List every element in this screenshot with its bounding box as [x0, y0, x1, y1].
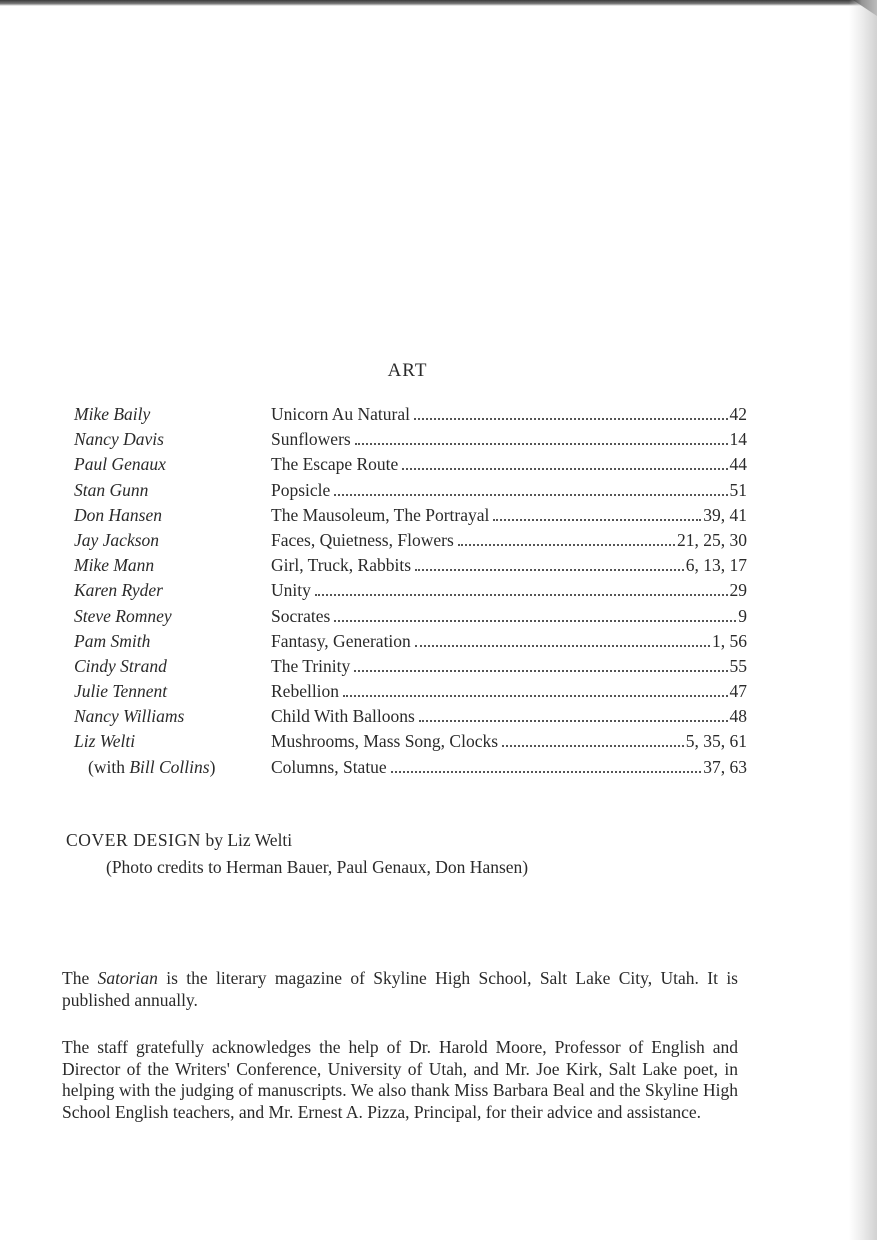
- artwork-entry: [271, 452, 747, 477]
- artist-name: Mike Mann: [74, 555, 155, 576]
- artwork-entry: [271, 729, 747, 754]
- page-numbers: 14: [729, 429, 747, 450]
- description-start: The: [62, 968, 98, 988]
- artist-name: Pam Smith: [74, 630, 151, 651]
- artwork-title: Fantasy, Generation: [271, 630, 411, 651]
- cover-design-label: COVER DESIGN: [66, 830, 202, 850]
- page-numbers: 42: [729, 404, 747, 424]
- page-numbers: 9: [738, 605, 747, 626]
- artwork-entry: [271, 704, 747, 729]
- artwork-title: The Escape Route: [271, 454, 399, 475]
- artist-name: Stan Gunn: [74, 479, 149, 500]
- page-numbers: 47: [729, 681, 747, 702]
- page-numbers: 21, 25, 30: [677, 529, 747, 550]
- photo-credits: (Photo credits to Herman Bauer, Paul Genaux, Don Hansen): [106, 857, 529, 877]
- dot-leader: [354, 670, 727, 672]
- dot-leader: [502, 745, 684, 747]
- artwork-title: Unicorn Au Natural: [271, 404, 410, 424]
- dot-leader: [415, 645, 710, 647]
- artwork-title: Rebellion: [271, 681, 340, 702]
- page-numbers: 37, 63: [703, 756, 747, 777]
- artwork-title: The Trinity: [271, 655, 351, 676]
- collaborator-name: Bill Collins: [129, 756, 210, 777]
- artist-name: Mike Baily: [74, 404, 151, 424]
- collaborator-suffix: ): [209, 756, 216, 777]
- artwork-title: Child With Balloons: [271, 706, 415, 727]
- collaborator-prefix: (with: [88, 756, 130, 777]
- cover-design-credit: [66, 830, 292, 851]
- artist-name: Cindy Strand: [74, 655, 167, 676]
- artwork-entry: [271, 578, 747, 603]
- artwork-entry: [271, 553, 747, 578]
- page-numbers: 51: [729, 479, 747, 500]
- artwork-entry: [271, 478, 747, 503]
- artwork-title: Sunflowers: [271, 429, 351, 450]
- section-title: ART: [387, 360, 428, 381]
- page-numbers: 44: [729, 454, 747, 475]
- artist-name: Paul Genaux: [74, 454, 166, 475]
- artist-name: Nancy Williams: [74, 706, 185, 727]
- artwork-title: Mushrooms, Mass Song, Clocks: [271, 731, 499, 752]
- page-numbers: 39, 41: [703, 504, 747, 525]
- artist-name: Liz Welti: [74, 731, 136, 752]
- description-end: is the literary magazine of Skyline High School, Salt Lake City, Utah. It is published annually.: [62, 968, 738, 1010]
- page-numbers: 48: [729, 706, 747, 727]
- page-numbers: 5, 35, 61: [685, 731, 747, 752]
- dot-leader: [458, 544, 675, 546]
- dot-leader: [334, 494, 727, 496]
- page-numbers: 55: [729, 655, 747, 676]
- dot-leader: [493, 519, 701, 521]
- artwork-entry: [271, 427, 747, 452]
- dot-leader: [355, 443, 728, 445]
- artwork-column: [271, 402, 747, 780]
- artwork-entry: [271, 755, 747, 780]
- artwork-entry: [271, 528, 747, 553]
- artwork-title: Unity: [271, 580, 311, 601]
- dot-leader: [419, 720, 728, 722]
- artist-name: Don Hansen: [74, 504, 162, 525]
- artist-name: Jay Jackson: [74, 529, 160, 550]
- dot-leader: [343, 695, 727, 697]
- artwork-entry: [271, 679, 747, 704]
- artwork-entry: [271, 654, 747, 679]
- artwork-title: Socrates: [271, 605, 331, 626]
- acknowledgements: The staff gratefully acknowledges the help of Dr. Harold Moore, Professor of English and Director of the Writers' Conference, University of Utah, and Mr. Joe Kirk, Salt Lake poet, in helping with the judging of manuscripts. We also thank Miss Barbara Beal and the Skyline High School English teachers, and Mr. Ernest A. Pizza, Principal, for their advice and assistance.: [62, 1037, 738, 1122]
- dot-leader: [415, 569, 684, 571]
- artist-column: [74, 402, 264, 780]
- artwork-title: Columns, Statue: [271, 756, 387, 777]
- artist-name: Nancy Davis: [74, 429, 164, 450]
- artwork-entry: [271, 402, 747, 427]
- dot-leader: [315, 594, 728, 596]
- cover-designer: Liz Welti: [227, 830, 293, 850]
- artist-name: Steve Romney: [74, 605, 172, 626]
- dot-leader: [391, 771, 702, 773]
- page-numbers: 6, 13, 17: [685, 555, 747, 576]
- dot-leader: [414, 418, 728, 420]
- page-right-edge-shadow: [849, 0, 877, 1240]
- artist-collaborator: [74, 755, 264, 780]
- artwork-title: Popsicle: [271, 479, 331, 500]
- artwork-title: Girl, Truck, Rabbits: [271, 555, 412, 576]
- magazine-name: Satorian: [97, 968, 158, 988]
- page-numbers: 29: [729, 580, 747, 601]
- magazine-description: [62, 968, 738, 1011]
- artwork-entry: [271, 604, 747, 629]
- artwork-title: The Mausoleum, The Portrayal: [271, 504, 490, 525]
- page-numbers: 1, 56: [712, 630, 747, 651]
- page-top-edge: [0, 0, 877, 6]
- artist-name: Julie Tennent: [74, 681, 168, 702]
- artwork-title: Faces, Quietness, Flowers: [271, 529, 454, 550]
- cover-design-by: by: [205, 830, 223, 850]
- dot-leader: [402, 468, 727, 470]
- artist-name: Karen Ryder: [74, 580, 163, 601]
- artwork-entry: [271, 503, 747, 528]
- dot-leader: [334, 620, 736, 622]
- artwork-entry: [271, 629, 747, 654]
